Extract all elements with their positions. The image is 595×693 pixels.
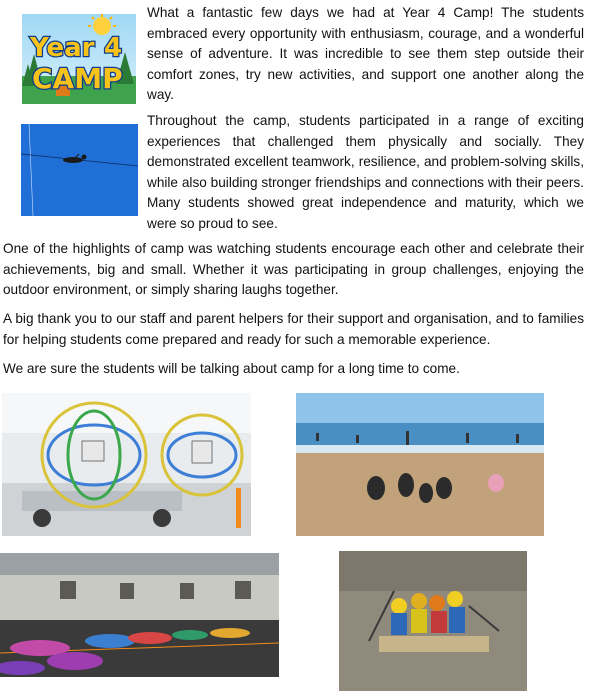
beach-photo xyxy=(296,393,544,536)
logo-year-text: Year xyxy=(30,33,95,63)
activities-paragraph: Throughout the camp, students participated in a range of exciting experiences that challenged them physically and socially. They demonstrated excellent teamwork, resilience, and problem-solving skills, while also building stronger friendships and connections with their peers. Many students showed great independence and maturity, which we were so proud to see. xyxy=(147,113,584,231)
thanks-paragraph: A big thank you to our staff and parent helpers for their support and organisation, and to families for helping students come prepared and ready for such a memorable experience. xyxy=(3,311,584,347)
gyroscope-ride-photo xyxy=(2,393,251,536)
closing-paragraph: We are sure the students will be talking about camp for a long time to come. xyxy=(3,361,460,376)
logo-digit-text: 4 xyxy=(104,33,123,63)
year-4-camp-logo xyxy=(22,14,136,104)
zipline-photo xyxy=(21,124,138,216)
sleeping-hall-photo xyxy=(0,553,279,677)
highlights-paragraph: One of the highlights of camp was watching students encourage each other and celebrate their achievements, big and small. Whether it was participating in group challenges, enjoying the outdoor environment, or simply sharing laughs together. xyxy=(3,241,584,297)
raft-building-photo xyxy=(339,551,527,691)
intro-paragraph: What a fantastic few days we had at Year 4 Camp! The students embraced every opportunity with enthusiasm, courage, and a wonderful sense of adventure. It was incredible to see them step outside their comfort zones, try new activities, and support one another along the way. xyxy=(147,5,584,102)
logo-camp-text: CAMP xyxy=(32,62,123,95)
